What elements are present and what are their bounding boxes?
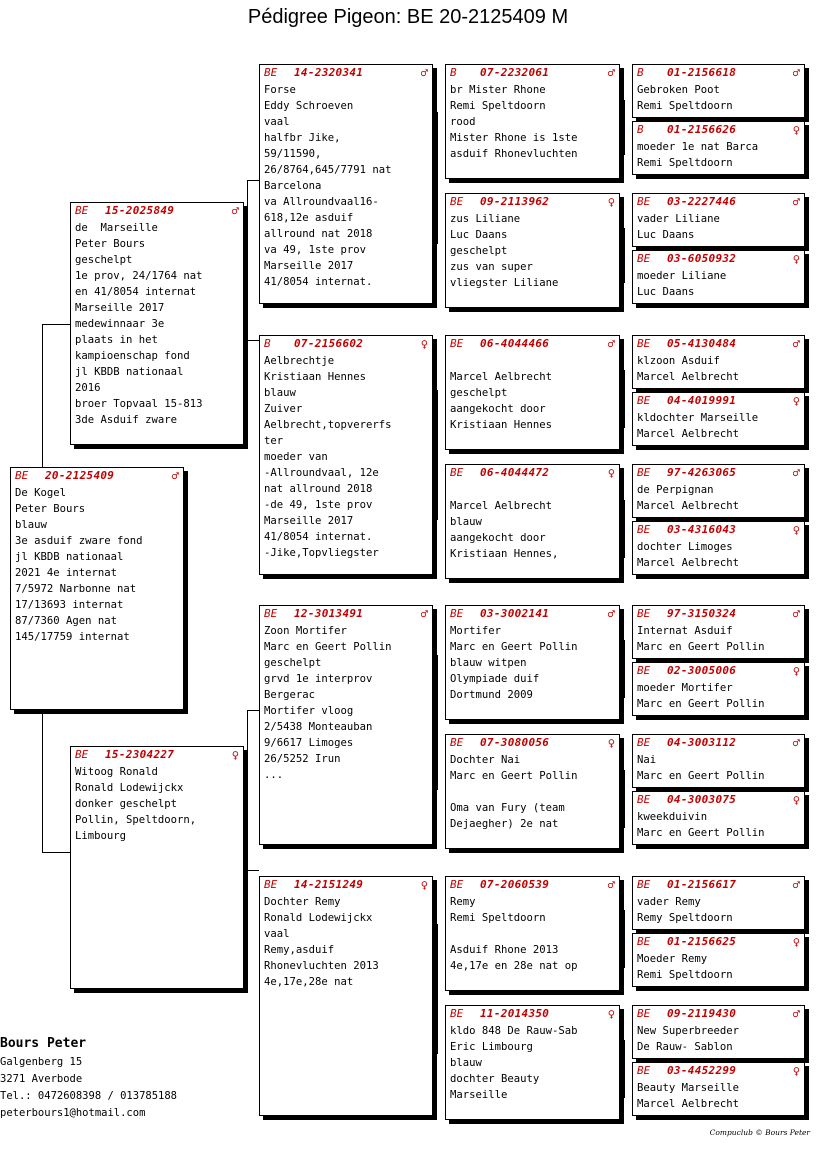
pigeon-details: br Mister Rhone Remi Speltdoorn rood Mister Rhone is 1ste asduif Rhonevluchten <box>450 84 578 160</box>
male-icon: ♂ <box>792 65 800 80</box>
pigeon-details: klzoon Asduif Marcel Aelbrecht <box>637 355 740 383</box>
country-code: BE <box>75 748 89 761</box>
owner-info <box>0 1034 177 1122</box>
country-code: BE <box>637 793 651 806</box>
pigeon-card-ancestor[interactable] <box>632 193 805 247</box>
ring-number: 01-2156625 <box>667 935 737 948</box>
pigeon-card-ancestor[interactable] <box>632 335 805 389</box>
ring-number: 02-3005006 <box>667 664 737 677</box>
ring-number: 07-3080056 <box>480 736 550 749</box>
pigeon-details: New Superbreeder De Rauw- Sablon <box>637 1025 740 1053</box>
country-code: BE <box>450 195 464 208</box>
male-icon: ♂ <box>171 468 179 483</box>
owner-phone: Tel.: 0472608398 / 013785188 <box>0 1090 178 1102</box>
ring-number: 09-2113962 <box>480 195 550 208</box>
ring-number: 03-4316043 <box>667 523 737 536</box>
connector-line <box>437 390 438 520</box>
ring-number: 03-4452299 <box>667 1064 737 1077</box>
country-code: BE <box>637 935 651 948</box>
pigeon-card-mother[interactable] <box>70 746 244 989</box>
pigeon-card-ancestor[interactable] <box>632 876 805 930</box>
pigeon-card-great-grandparent[interactable] <box>445 464 620 579</box>
connector-line <box>42 324 70 325</box>
female-icon: ♀ <box>792 934 800 949</box>
pigeon-card-great-grandparent[interactable] <box>445 193 620 308</box>
pigeon-details: moeder 1e nat Barca Remi Speltdoorn <box>637 141 759 169</box>
pigeon-details: de Marseille Peter Bours geschelpt 1e prov, 24/1764 nat en 41/8054 internat Marseille 2017 medewinnaar 3e plaats in het kampioenschap fond jl KBDB nationaal 2016 broer Topvaal 15-813 3de Asduif zware <box>75 222 203 426</box>
pigeon-details: Moeder Remy Remi Speltdoorn <box>637 953 733 981</box>
owner-email[interactable]: peterbours1@hotmail.com <box>0 1107 146 1119</box>
pigeon-card-grandparent[interactable] <box>259 335 433 575</box>
ring-number: 09-2119430 <box>667 1007 737 1020</box>
connector-line <box>247 710 248 870</box>
pigeon-card-subject[interactable] <box>10 467 184 710</box>
ring-number: 97-4263065 <box>667 466 737 479</box>
ring-number: 07-2060539 <box>480 878 550 891</box>
pigeon-details: Internat Asduif Marc en Geert Pollin <box>637 625 765 653</box>
pigeon-details: Nai Marc en Geert Pollin <box>637 754 765 782</box>
country-code: BE <box>450 878 464 891</box>
male-icon: ♂ <box>420 606 428 621</box>
ring-number: 11-2014350 <box>480 1007 550 1020</box>
female-icon: ♀ <box>792 251 800 266</box>
connector-line <box>247 180 248 340</box>
connector-line <box>247 710 259 711</box>
pigeon-details: Remy Remi Speltdoorn Asduif Rhone 2013 4e,17e en 28e nat op <box>450 896 578 972</box>
ring-number: 12-3013491 <box>294 607 364 620</box>
ring-number: 20-2125409 <box>45 469 115 482</box>
country-code: BE <box>450 466 464 479</box>
male-icon: ♂ <box>792 606 800 621</box>
country-code: BE <box>637 1064 651 1077</box>
pigeon-card-ancestor[interactable] <box>632 250 805 304</box>
pigeon-card-great-grandparent[interactable] <box>445 876 620 991</box>
country-code: BE <box>264 66 278 79</box>
owner-city: 3271 Averbode <box>0 1073 83 1085</box>
connector-line <box>42 852 70 853</box>
ring-number: 06-4044472 <box>480 466 550 479</box>
ring-number: 03-3002141 <box>480 607 550 620</box>
country-code: B <box>450 66 457 79</box>
pigeon-card-great-grandparent[interactable] <box>445 64 620 179</box>
pigeon-card-ancestor[interactable] <box>632 791 805 845</box>
pigeon-card-ancestor[interactable] <box>632 64 805 118</box>
connector-line <box>624 370 625 428</box>
country-code: BE <box>264 607 278 620</box>
male-icon: ♂ <box>792 877 800 892</box>
footer-credit: Compuclub © Bours Peter <box>709 1128 810 1137</box>
pigeon-details: Dochter Nai Marc en Geert Pollin Oma van Fury (team Dejaegher) 2e nat <box>450 754 578 830</box>
country-code: BE <box>450 1007 464 1020</box>
pigeon-details: Gebroken Poot Remi Speltdoorn <box>637 84 733 112</box>
female-icon: ♀ <box>607 194 615 209</box>
pigeon-details: Mortifer Marc en Geert Pollin blauw witpen Olympiade duif Dortmund 2009 <box>450 625 578 701</box>
pigeon-details: zus Liliane Luc Daans geschelpt zus van super vliegster Liliane <box>450 213 559 289</box>
pigeon-card-ancestor[interactable] <box>632 933 805 987</box>
country-code: BE <box>637 1007 651 1020</box>
connector-line <box>624 100 625 155</box>
pigeon-details: Dochter Remy Ronald Lodewijckx vaal Remy,asduif Rhonevluchten 2013 4e,17e,28e nat <box>264 896 379 988</box>
ring-number: 01-2156617 <box>667 878 737 891</box>
pigeon-details: Witoog Ronald Ronald Lodewijckx donker geschelpt Pollin, Speltdoorn, Limbourg <box>75 766 197 842</box>
ring-number: 15-2304227 <box>105 748 175 761</box>
pigeon-details: kldochter Marseille Marcel Aelbrecht <box>637 412 759 440</box>
connector-line <box>247 340 259 341</box>
pigeon-card-grandparent[interactable] <box>259 605 433 845</box>
country-code: B <box>637 123 644 136</box>
pigeon-details: De Kogel Peter Bours blauw 3e asduif zware fond jl KBDB nationaal 2021 4e internat 7/5972 Narbonne nat 17/13693 internat 87/7360 Agen nat 145/17759 internat <box>15 487 143 643</box>
pigeon-details: vader Liliane Luc Daans <box>637 213 720 241</box>
country-code: BE <box>450 736 464 749</box>
connector-line <box>624 1040 625 1098</box>
connector-line <box>42 324 43 469</box>
pigeon-card-ancestor[interactable] <box>632 734 805 788</box>
male-icon: ♂ <box>607 65 615 80</box>
connector-line <box>437 112 438 244</box>
connector-line <box>42 712 43 852</box>
pigeon-card-ancestor[interactable] <box>632 662 805 716</box>
male-icon: ♂ <box>792 465 800 480</box>
pigeon-details: moeder Mortifer Marc en Geert Pollin <box>637 682 765 710</box>
connector-line <box>437 924 438 1054</box>
country-code: BE <box>15 469 29 482</box>
male-icon: ♂ <box>231 203 239 218</box>
ring-number: 01-2156626 <box>667 123 737 136</box>
country-code: BE <box>637 664 651 677</box>
ring-number: 97-3150324 <box>667 607 737 620</box>
ring-number: 05-4130484 <box>667 337 737 350</box>
connector-line <box>624 910 625 968</box>
male-icon: ♂ <box>607 877 615 892</box>
female-icon: ♀ <box>792 792 800 807</box>
pigeon-card-father[interactable] <box>70 202 244 445</box>
connector-line <box>437 655 438 790</box>
ring-number: 07-2232061 <box>480 66 550 79</box>
male-icon: ♂ <box>607 336 615 351</box>
male-icon: ♂ <box>420 65 428 80</box>
owner-name: Bours Peter <box>0 1036 87 1051</box>
ring-number: 04-3003112 <box>667 736 737 749</box>
country-code: BE <box>637 394 651 407</box>
pigeon-details: Marcel Aelbrecht blauw aangekocht door Kristiaan Hennes, <box>450 500 559 560</box>
pigeon-card-ancestor[interactable] <box>632 1005 805 1059</box>
ring-number: 14-2151249 <box>294 878 364 891</box>
country-code: B <box>264 337 271 350</box>
female-icon: ♀ <box>420 336 428 351</box>
pigeon-card-ancestor[interactable] <box>632 464 805 518</box>
country-code: BE <box>637 195 651 208</box>
ring-number: 15-2025849 <box>105 204 175 217</box>
female-icon: ♀ <box>792 663 800 678</box>
male-icon: ♂ <box>607 606 615 621</box>
pigeon-details: Aelbrechtje Kristiaan Hennes blauw Zuiver Aelbrecht,topvererfs ter moeder van -Allroundvaal, 12e nat allround 2018 -de 49, 1ste prov Marseille 2017 41/8054 internat. -Jike,Topvliegster <box>264 355 392 559</box>
female-icon: ♀ <box>792 393 800 408</box>
pigeon-card-grandparent[interactable] <box>259 876 433 1116</box>
ring-number: 14-2320341 <box>294 66 364 79</box>
female-icon: ♀ <box>420 877 428 892</box>
connector-line <box>624 500 625 558</box>
connector-line <box>247 870 259 871</box>
female-icon: ♀ <box>607 465 615 480</box>
page-title: Pédigree Pigeon: BE 20-2125409 M <box>247 6 569 28</box>
female-icon: ♀ <box>792 122 800 137</box>
connector-line <box>624 770 625 828</box>
pigeon-details: Marcel Aelbrecht geschelpt aangekocht door Kristiaan Hennes <box>450 371 553 431</box>
country-code: BE <box>637 252 651 265</box>
country-code: BE <box>637 736 651 749</box>
male-icon: ♂ <box>792 194 800 209</box>
country-code: BE <box>264 878 278 891</box>
pigeon-details: Forse Eddy Schroeven vaal halfbr Jike, 59/11590, 26/8764,645/7791 nat Barcelona va Allroundvaal16- 618,12e asduif allround nat 2018 va 49, 1ste prov Marseille 2017 41/8054 internat. <box>264 84 392 288</box>
pigeon-card-grandparent[interactable] <box>259 64 433 304</box>
pigeon-card-ancestor[interactable] <box>632 521 805 575</box>
pigeon-details: vader Remy Remy Speltdoorn <box>637 896 733 924</box>
pigeon-details: Beauty Marseille Marcel Aelbrecht <box>637 1082 740 1110</box>
female-icon: ♀ <box>792 522 800 537</box>
country-code: BE <box>637 466 651 479</box>
connector-line <box>624 640 625 698</box>
male-icon: ♂ <box>792 336 800 351</box>
female-icon: ♀ <box>231 747 239 762</box>
pigeon-card-great-grandparent[interactable] <box>445 335 620 450</box>
pigeon-card-ancestor[interactable] <box>632 392 805 446</box>
ring-number: 04-4019991 <box>667 394 737 407</box>
country-code: BE <box>637 607 651 620</box>
pigeon-details: kweekduivin Marc en Geert Pollin <box>637 811 765 839</box>
ring-number: 07-2156602 <box>294 337 364 350</box>
female-icon: ♀ <box>607 1006 615 1021</box>
country-code: BE <box>450 607 464 620</box>
ring-number: 06-4044466 <box>480 337 550 350</box>
pigeon-card-ancestor[interactable] <box>632 605 805 659</box>
pigeon-card-great-grandparent[interactable] <box>445 605 620 720</box>
pigeon-details: de Perpignan Marcel Aelbrecht <box>637 484 740 512</box>
pigeon-card-great-grandparent[interactable] <box>445 734 620 849</box>
country-code: B <box>637 66 644 79</box>
ring-number: 03-2227446 <box>667 195 737 208</box>
connector-line <box>624 228 625 283</box>
pigeon-card-ancestor[interactable] <box>632 1062 805 1116</box>
country-code: BE <box>75 204 89 217</box>
pigeon-details: Zoon Mortifer Marc en Geert Pollin geschelpt grvd 1e interprov Bergerac Mortifer vloog 2/5438 Monteauban 9/6617 Limoges 26/5252 Irun ... <box>264 625 392 781</box>
pigeon-card-ancestor[interactable] <box>632 121 805 175</box>
pigeon-details: dochter Limoges Marcel Aelbrecht <box>637 541 740 569</box>
country-code: BE <box>450 337 464 350</box>
female-icon: ♀ <box>607 735 615 750</box>
connector-line <box>247 180 259 181</box>
male-icon: ♂ <box>792 1006 800 1021</box>
country-code: BE <box>637 337 651 350</box>
pigeon-details: moeder Liliane Luc Daans <box>637 270 727 298</box>
pigeon-details: kldo 848 De Rauw-Sab Eric Limbourg blauw dochter Beauty Marseille <box>450 1025 578 1101</box>
owner-street: Galgenberg 15 <box>0 1056 83 1068</box>
female-icon: ♀ <box>792 1063 800 1078</box>
ring-number: 03-6050932 <box>667 252 737 265</box>
country-code: BE <box>637 878 651 891</box>
country-code: BE <box>637 523 651 536</box>
ring-number: 04-3003075 <box>667 793 737 806</box>
pigeon-card-great-grandparent[interactable] <box>445 1005 620 1120</box>
male-icon: ♂ <box>792 735 800 750</box>
ring-number: 01-2156618 <box>667 66 737 79</box>
